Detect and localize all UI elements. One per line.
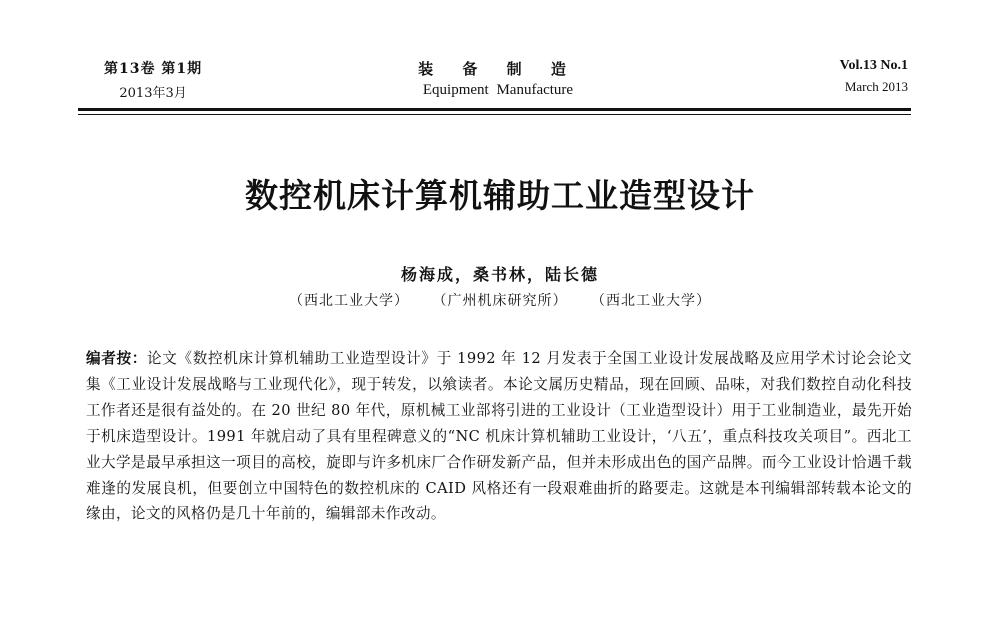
header-rule-thick: [78, 108, 911, 111]
article-title: 数控机床计算机辅助工业造型设计: [245, 176, 755, 215]
date-cn: 2013年3月: [119, 86, 187, 101]
editor-note-text: 论文《数控机床计算机辅助工业造型设计》于 1992 年 12 月发表于全国工业设计发展战略及应用学术讨论会论文集《工业设计发展战略与工业现代化》，现于转发，以飨读者。本论文属历史精品，现在回顾、品味，对我们数控自动化科技工作者还是很有益处的。在 20 世纪 80 年代，原机械工业部将引进的工业设计（工业造型设计）用于工业制造业，最先开始于机床造型设计。1991 年就启动了具有里程碑意义的“NC 机床计算机辅助工业设计，‘八五’，重点科技攻关项目”。西北工业大学是最早承担这一项目的高校，旋即与许多机床厂合作研发新产品，但并未形成出色的国产品牌。而今工业设计恰遇千载难逢的发展良机，但要创立中国特色的数控机床的 CAID 风格还有一段艰难曲折的路要走。这就是本刊编辑部转载本论文的缘由，论文的风格仍是几十年前的，编辑部未作改动。: [86, 350, 912, 523]
header-right: [840, 58, 908, 95]
journal-name-cn: 装 备 制 造: [418, 60, 578, 78]
article-affiliations: （西北工业大学） （广州机床研究所） （西北工业大学）: [289, 293, 711, 309]
editor-note: [86, 346, 912, 527]
header-left: [104, 58, 202, 101]
running-header: [88, 58, 908, 110]
volume-issue-en: Vol.13 No.1: [839, 58, 908, 73]
header-center: [378, 58, 618, 99]
header-rule-thin: [78, 114, 911, 115]
date-en: March 2013: [844, 79, 908, 94]
volume-issue-cn: 第13卷 第1期: [104, 61, 203, 77]
journal-name-en: Equipment Manufacture: [422, 82, 574, 98]
article-authors: 杨海成，桑书林，陆长德: [400, 265, 599, 284]
editor-note-label: 编者按：: [86, 350, 147, 367]
